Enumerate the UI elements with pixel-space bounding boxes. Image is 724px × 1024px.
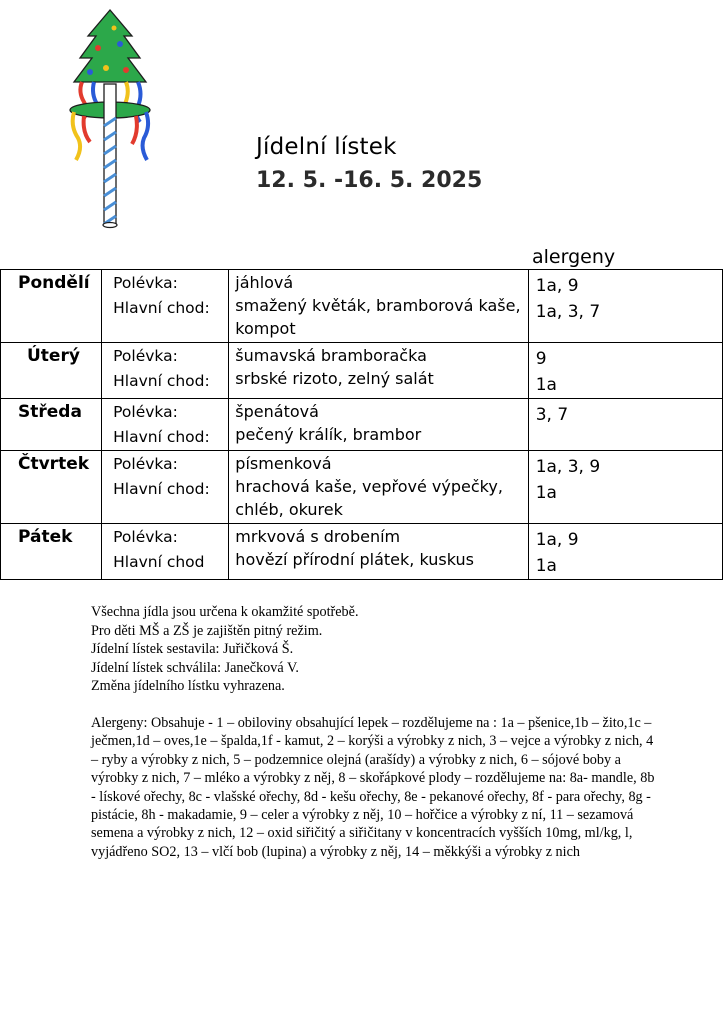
soup-allergens: 3, 7 [535, 405, 569, 425]
main-course-name: smažený květák, bramborová kaše, kompot [235, 296, 521, 338]
soup-label: Polévka: [113, 403, 178, 421]
notes-block [91, 603, 651, 696]
main-allergens: 1a [535, 375, 557, 395]
table-row [1, 451, 723, 524]
soup-label: Polévka: [113, 528, 178, 546]
day-label: Středa [18, 402, 82, 422]
soup-allergens: 9 [535, 349, 547, 369]
main-course-label: Hlavní chod: [113, 372, 210, 390]
maypole-icon [60, 8, 160, 233]
day-label: Úterý [27, 346, 80, 366]
date-range: 12. 5. -16. 5. 2025 [256, 168, 483, 193]
main-allergens: 1a, 3, 7 [535, 302, 601, 322]
main-allergens: 1a [535, 483, 557, 503]
soup-name: špenátová [235, 402, 319, 421]
allergen-column-label: alergeny [532, 246, 616, 268]
soup-name: písmenková [235, 454, 332, 473]
menu-table [0, 269, 723, 580]
soup-label: Polévka: [113, 455, 178, 473]
table-row [1, 270, 723, 343]
soup-name: mrkvová s drobením [235, 527, 401, 546]
table-row [1, 399, 723, 451]
main-course-label: Hlavní chod: [113, 480, 210, 498]
table-row [1, 343, 723, 399]
main-course-label: Hlavní chod: [113, 428, 210, 446]
main-course-name: hrachová kaše, vepřové výpečky, chléb, okurek [235, 477, 503, 519]
note-line: Všechna jídla jsou určena k okamžité spotřebě. [91, 604, 359, 620]
page-title: Jídelní lístek [256, 134, 397, 160]
note-line: Změna jídelního lístku vyhrazena. [91, 678, 285, 695]
day-label: Čtvrtek [18, 454, 90, 474]
main-course-label: Hlavní chod [113, 553, 205, 571]
soup-allergens: 1a, 9 [535, 276, 579, 296]
soup-label: Polévka: [113, 274, 178, 292]
main-course-name: hovězí přírodní plátek, kuskus [235, 550, 474, 569]
day-label: Pondělí [18, 273, 90, 293]
note-line: Jídelní lístek sestavila: Juřičková Š. [91, 641, 294, 658]
main-course-name: pečený králík, brambor [235, 425, 422, 444]
day-label: Pátek [18, 527, 73, 547]
main-allergens: 1a [535, 556, 557, 576]
main-course-label: Hlavní chod: [113, 299, 210, 317]
soup-label: Polévka: [113, 347, 178, 365]
note-line: Pro děti MŠ a ZŠ je zajištěn pitný režim. [91, 622, 323, 639]
soup-name: šumavská bramboračka [235, 346, 427, 365]
main-course-name: srbské rizoto, zelný salát [235, 369, 434, 388]
allergens-legend: Alergeny: Obsahuje - 1 – obiloviny obsahující lepek – rozdělujeme na : 1a – pšenice,1b – žito,1c – ječmen,1d – oves,1e – špalda,1f - kamut, 2 – korýši a výrobky z nich, 3 – vejce a výrobky z nich, 4 – ryby a výrobky z nich, 5 – podzemnice olejná (arašídy) a výrobky z nich, 6 – sójové boby a výrobky z nich, 7 – mléko a výrobky z něj, 8 – skořápkové plody – rozdělujeme na: 8a- mandle, 8b - lískové ořechy, 8c - vlašské ořechy, 8d - kešu ořechy, 8e - pekanové ořechy, 8f - para ořechy, 8g - pistácie, 8h - makadamie, 9 – celer a výrobky z něj, 10 – hořčice a výrobky z ní, 11 – sezamová semena a výrobky z nich, 12 – oxid siřičitý a siřičitany v koncentracích vyšších 10mg, ml/kg, l, vyjádřeno SO2, 13 – vlčí bob (lupina) a výrobky z něj, 14 – měkkýši a výrobky z nich [91, 715, 655, 860]
note-line: Jídelní lístek schválila: Janečková V. [91, 659, 299, 676]
soup-allergens: 1a, 3, 9 [535, 457, 601, 477]
soup-name: jáhlová [235, 273, 294, 292]
table-row [1, 524, 723, 580]
soup-allergens: 1a, 9 [535, 530, 579, 550]
